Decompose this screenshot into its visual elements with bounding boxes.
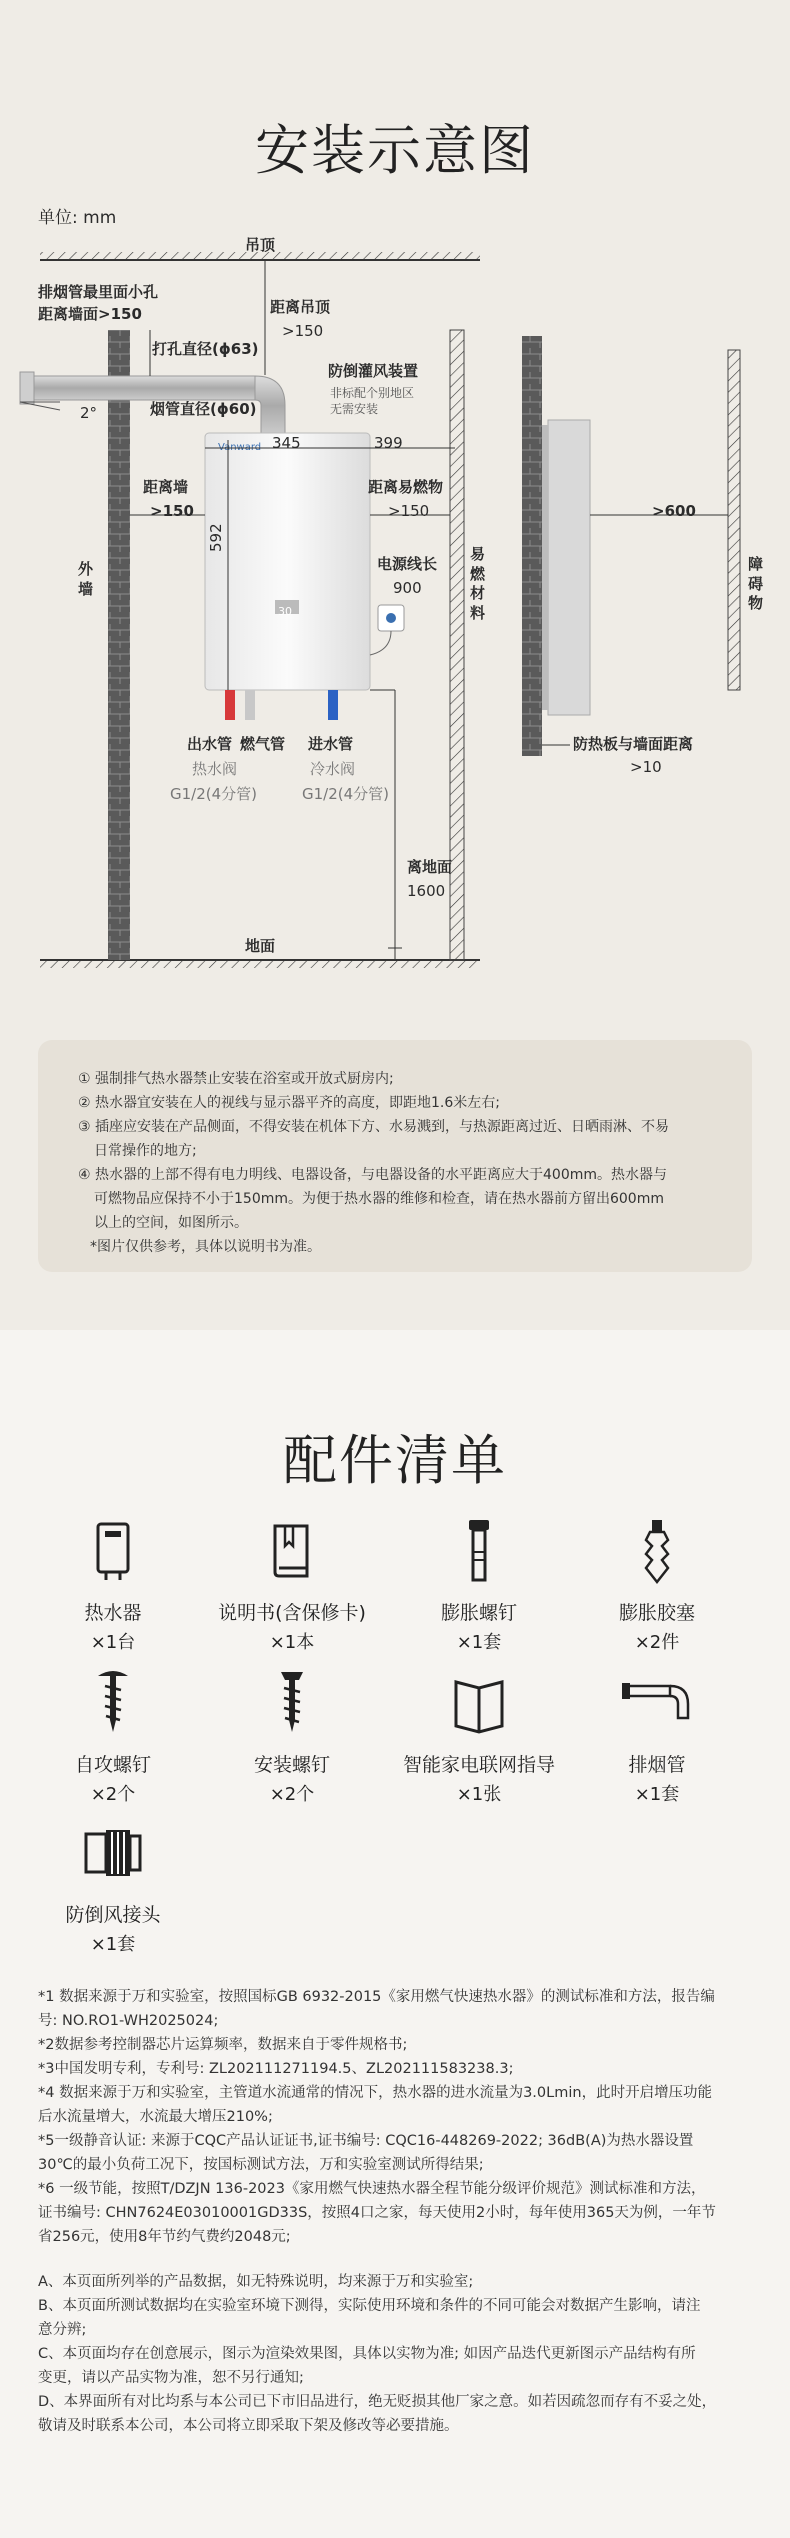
footnote-1a: *1 数据来源于万和实验室，按照国标GB 6932-2015《家用燃气快速热水器》的测试标准和方法，报告编 xyxy=(38,1989,715,2005)
anti-backdraft-joint-icon xyxy=(78,1818,148,1888)
note-5: *图片仅供参考，具体以说明书为准。 xyxy=(90,1239,321,1255)
general-note-d2: 敬请及时联系本公司，本公司将立即采取下架及修改等必要措施。 xyxy=(38,2418,459,2434)
flammable-material-label: 易燃材料 xyxy=(470,545,486,622)
ceiling-label: 吊顶 xyxy=(245,236,276,254)
acc-name-5: 自攻螺钉 xyxy=(74,1754,151,1776)
acc-name-2: 说明书(含保修卡) xyxy=(218,1602,366,1624)
acc-qty-7: ×1张 xyxy=(456,1784,502,1805)
water-heater-icon xyxy=(78,1516,148,1586)
anti-wind-note-1: 非标配个别地区 xyxy=(330,386,415,400)
note-4c: 以上的空间，如图所示。 xyxy=(94,1215,248,1231)
acc-qty-3: ×1套 xyxy=(456,1632,502,1653)
outer-wall-bricks xyxy=(108,330,130,960)
exhaust-pipe-icon xyxy=(622,1668,692,1738)
install-title: 安装示意图 xyxy=(255,119,535,182)
general-note-c2: 变更，请以产品实物为准，恕不另行通知; xyxy=(38,2370,304,2386)
width-dimension: 345 xyxy=(272,434,301,452)
obstacle-distance-value: >600 xyxy=(652,502,696,520)
obstacle-hatch xyxy=(728,350,740,690)
acc-name-7: 智能家电联网指导 xyxy=(402,1754,555,1776)
mounting-screw-icon xyxy=(257,1668,327,1738)
footnote-1b: 号: NO.RO1-WH2025024; xyxy=(38,2013,219,2029)
water-heater-side xyxy=(548,420,590,715)
depth-dimension: 399 xyxy=(374,434,403,452)
heat-plate-value: >10 xyxy=(630,758,662,776)
acc-qty-4: ×2件 xyxy=(634,1632,680,1653)
water-heater-front xyxy=(205,433,370,690)
drill-diameter-label: 打孔直径(ϕ63) xyxy=(152,340,259,358)
hot-valve-label: 热水阀 xyxy=(192,760,238,778)
note-1: ① 强制排气热水器禁止安装在浴室或开放式厨房内; xyxy=(78,1071,394,1087)
acc-name-9: 防倒风接头 xyxy=(65,1904,161,1926)
acc-name-3: 膨胀螺钉 xyxy=(440,1602,517,1624)
wall-plug-icon xyxy=(622,1516,692,1586)
power-cable-value: 900 xyxy=(393,579,422,597)
general-note-c1: C、本页面均存在创意展示，图示为渲染效果图，具体以实物为准; 如因产品迭代更新图示产品结构有所 xyxy=(38,2346,696,2362)
acc-name-6: 安装螺钉 xyxy=(253,1754,330,1776)
general-note-b2: 意分辨; xyxy=(38,2322,87,2338)
footnote-3: *3中国发明专利，专利号: ZL202111271194.5、ZL202111583238.3; xyxy=(38,2061,514,2077)
expansion-bolt-icon xyxy=(444,1516,514,1586)
anti-wind-label: 防倒灌风装置 xyxy=(328,362,419,380)
footnote-6b: 证书编号: CHN7624E03010001GD33S，按照4口之家，每天使用2小时，每年使用365天为例，一年节 xyxy=(38,2205,716,2221)
cold-valve-label: 冷水阀 xyxy=(310,760,356,778)
gas-pipe-label: 燃气管 xyxy=(240,735,286,753)
accessories-title: 配件清单 xyxy=(283,1429,507,1492)
floor-distance-value: 1600 xyxy=(407,882,446,900)
outer-wall-label: 外墙 xyxy=(78,560,94,598)
display-value: 30 xyxy=(278,605,292,618)
svg-text:Vanward: Vanward xyxy=(218,442,262,453)
note-4a: ④ 热水器的上部不得有电力明线、电器设备，与电器设备的水平距离应大于400mm。热水器与 xyxy=(78,1167,667,1183)
accessories-section xyxy=(0,1330,790,2538)
footnote-5a: *5一级静音认证: 来源于CQC产品认证证书,证书编号: CQC16-448269-2022; 36dB(A)为热水器设置 xyxy=(38,2133,694,2149)
installation-diagram xyxy=(0,0,790,1000)
height-dimension: 592 xyxy=(207,523,225,552)
obstacle-label: 障碍物 xyxy=(748,555,764,612)
exhaust-pipe xyxy=(25,376,255,400)
note-3a: ③ 插座应安装在产品侧面，不得安装在机体下方、水易溅到，与热源距离过近、日晒雨淋、不易 xyxy=(78,1119,669,1135)
general-note-d1: D、本界面所有对比均系与本公司已下市旧品进行，绝无贬损其他厂家之意。如若因疏忽而存有不妥之处， xyxy=(38,2394,717,2410)
acc-name-1: 热水器 xyxy=(84,1602,142,1624)
acc-qty-9: ×1套 xyxy=(90,1934,136,1955)
footnote-2: *2数据参考控制器芯片运算频率，数据来自于零件规格书; xyxy=(38,2037,408,2053)
wall-distance-value: >150 xyxy=(150,502,194,520)
water-inlet-label: 进水管 xyxy=(308,735,354,753)
note-3b: 日常操作的地方; xyxy=(94,1143,197,1159)
floor-label: 地面 xyxy=(245,937,276,955)
exhaust-hole-distance: 距离墙面>150 xyxy=(38,305,142,323)
floor-distance-label: 离地面 xyxy=(407,858,453,876)
guide-card-icon xyxy=(444,1668,514,1738)
footnote-6c: 省256元，使用8年节约气费约2048元; xyxy=(38,2229,291,2245)
anti-wind-note-2: 无需安装 xyxy=(330,402,379,416)
right-wall-bricks xyxy=(522,336,542,756)
unit-label: 单位: mm xyxy=(38,208,117,228)
footnote-6a: *6 一级节能，按照T/DZJN 136-2023《家用燃气快速热水器全程节能分级评价规范》测试标准和方法， xyxy=(38,2181,706,2197)
general-note-b1: B、本页面所测试数据均在实验室环境下测得，实际使用环境和条件的不同可能会对数据产生影响，请注 xyxy=(38,2298,701,2314)
acc-name-4: 膨胀胶塞 xyxy=(618,1602,695,1624)
acc-qty-2: ×1本 xyxy=(269,1632,315,1653)
acc-qty-5: ×2个 xyxy=(90,1784,136,1805)
note-4b: 可燃物品应保持不小于150mm。为便于热水器的维修和检查，请在热水器前方留出600mm xyxy=(94,1191,664,1207)
general-note-a: A、本页面所列举的产品数据，如无特殊说明，均来源于万和实验室; xyxy=(38,2274,474,2290)
pipe-diameter-label: 烟管直径(ϕ60) xyxy=(150,400,257,418)
heat-plate-label: 防热板与墙面距离 xyxy=(573,735,694,753)
flammable-distance-value: >150 xyxy=(388,502,430,520)
footnote-4a: *4 数据来源于万和实验室，主管道水流通常的情况下，热水器的进水流量为3.0Lmin，此时开启增压功能 xyxy=(38,2085,713,2101)
manual-icon xyxy=(257,1516,327,1586)
flammable-distance-label: 距离易燃物 xyxy=(368,478,444,496)
angle-label: 2° xyxy=(80,404,98,422)
power-cable-label: 电源线长 xyxy=(377,555,438,573)
hot-pipe-spec: G1/2(4分管) xyxy=(170,785,258,803)
exhaust-hole-label: 排烟管最里面小孔 xyxy=(38,283,159,301)
footnote-5b: 30℃的最小负荷工况下，按国标测试方法，万和实验室测试所得结果; xyxy=(38,2157,484,2173)
footnote-4b: 后水流量增大，水流最大增压210%; xyxy=(38,2109,273,2125)
water-outlet-label: 出水管 xyxy=(187,735,233,753)
note-2: ② 热水器宜安装在人的视线与显示器平齐的高度，即距地1.6米左右; xyxy=(78,1095,500,1111)
wall-distance-label: 距离墙 xyxy=(143,478,189,496)
flammable-material-hatch xyxy=(450,330,464,960)
cold-pipe-spec: G1/2(4分管) xyxy=(302,785,390,803)
acc-qty-8: ×1套 xyxy=(634,1784,680,1805)
acc-qty-6: ×2个 xyxy=(269,1784,315,1805)
ceiling-distance-value: >150 xyxy=(282,322,324,340)
self-tapping-screw-icon xyxy=(78,1668,148,1738)
acc-name-8: 排烟管 xyxy=(628,1754,686,1776)
acc-qty-1: ×1台 xyxy=(90,1632,136,1653)
ceiling-distance-label: 距离吊顶 xyxy=(270,298,331,316)
